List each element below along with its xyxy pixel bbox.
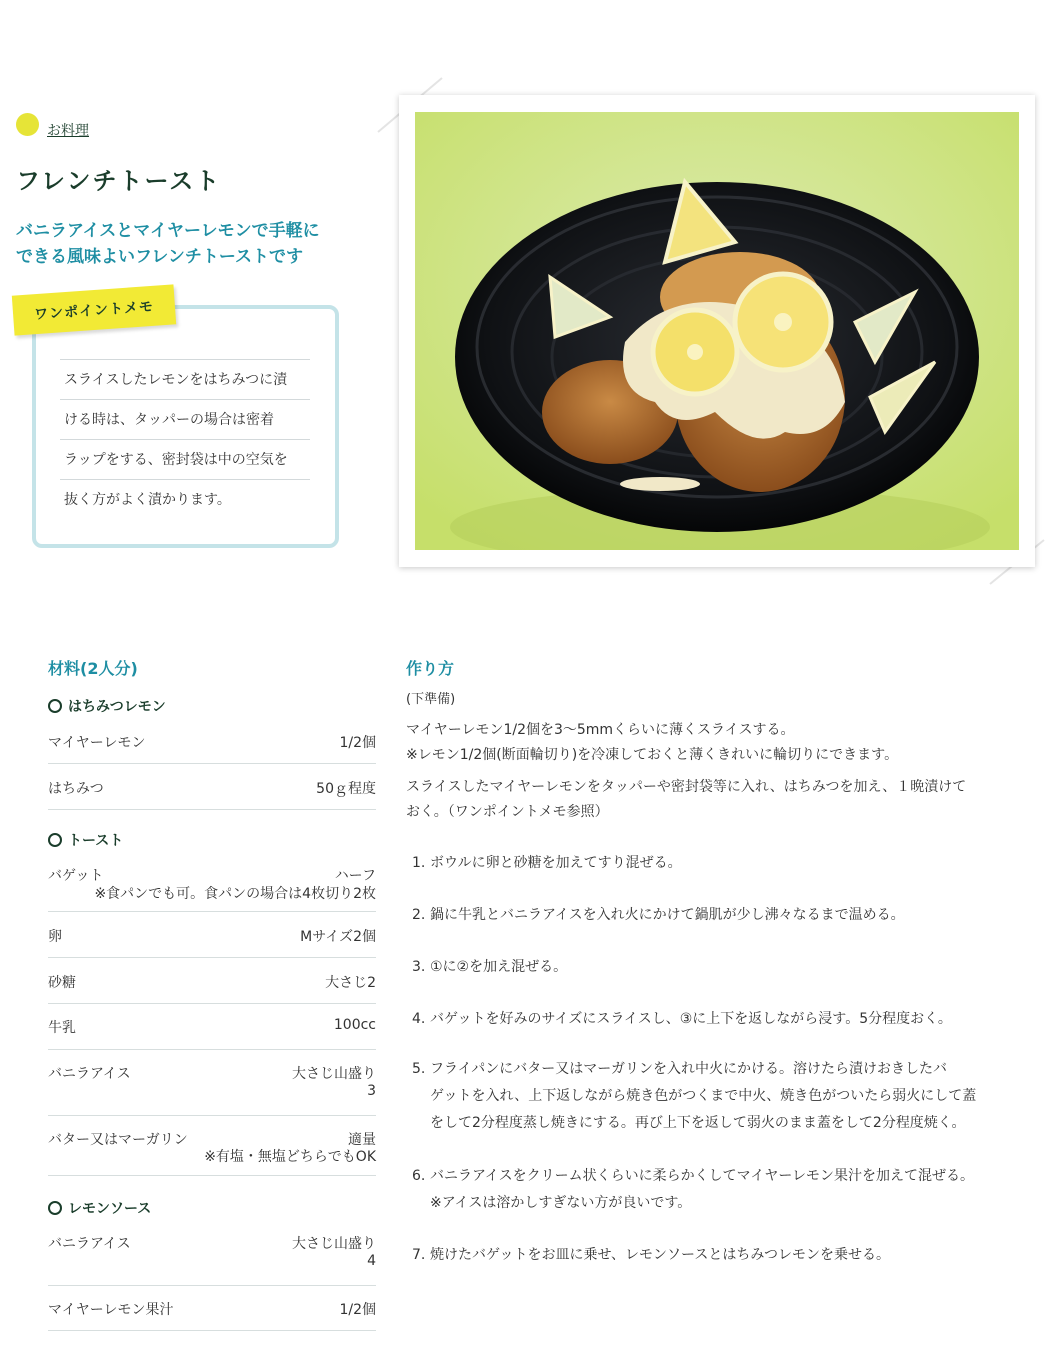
method-step	[412, 1163, 1022, 1217]
ingredients-title: 材料(2人分)	[48, 659, 138, 678]
prep-label: (下準備)	[406, 692, 456, 707]
ingredient-row	[48, 1050, 376, 1116]
method-step	[412, 902, 1022, 929]
ingredient-name: バター又はマーガリン	[48, 1132, 188, 1148]
ingredient-name: マイヤーレモン果汁	[48, 1302, 174, 1318]
french-toast-image	[415, 112, 1019, 550]
step-number: 1.	[412, 855, 426, 871]
ingredient-qty-line2: 4	[367, 1253, 376, 1269]
ingredient-qty: 大さじ山盛り	[292, 1236, 376, 1252]
step-number: 4.	[412, 1011, 426, 1027]
ingredient-name: バゲット	[48, 868, 104, 884]
ingredient-qty-line2: 3	[367, 1083, 376, 1099]
memo-line: ラップをする、密封袋は中の空気を	[60, 439, 310, 479]
ingredient-name: マイヤーレモン	[48, 735, 146, 751]
step-number: 2.	[412, 907, 426, 923]
prep-text: スライスしたマイヤーレモンをタッパーや密封袋等に入れ、はちみつを加え、１晩漬けて	[406, 779, 967, 795]
ingredient-name: 卵	[48, 929, 62, 945]
ingredient-qty: 1/2個	[339, 735, 376, 751]
ingredient-row	[48, 1116, 376, 1176]
prep-text: おく。（ワンポイントメモ参照）	[406, 804, 609, 820]
ingredient-name: バニラアイス	[48, 1236, 131, 1252]
category-link[interactable]: お料理	[47, 123, 89, 139]
method-title: 作り方	[406, 659, 455, 678]
ingredient-qty: 1/2個	[339, 1302, 376, 1318]
ingredient-qty: 大さじ2	[325, 975, 376, 991]
dish-photo	[415, 112, 1019, 550]
step-text: フライパンにバター又はマーガリンを入れ中火にかける。溶けたら漬けおきしたバ	[430, 1061, 948, 1077]
method-step	[412, 1006, 1022, 1033]
ingredient-row	[48, 958, 376, 1004]
method-step	[412, 1056, 1022, 1137]
ingredient-row	[48, 1286, 376, 1331]
prep-block-1	[406, 718, 1026, 768]
method-step	[412, 954, 1022, 981]
memo-line: ける時は、タッパーの場合は密着	[60, 399, 310, 439]
memo-box	[32, 305, 339, 548]
category-dot-icon	[16, 113, 39, 136]
prep-block-2	[406, 775, 1026, 825]
ingredient-qty: 100cc	[333, 1017, 376, 1033]
ingredient-group-title	[48, 690, 166, 722]
page-title: フレンチトースト	[16, 167, 222, 195]
group-name: レモンソース	[68, 1201, 152, 1217]
circle-bullet-icon	[48, 833, 62, 847]
step-text: ボウルに卵と砂糖を加えてすり混ぜる。	[430, 855, 682, 871]
ingredient-qty: ハーフ	[334, 868, 376, 884]
ingredient-qty: 大さじ山盛り	[292, 1066, 376, 1082]
step-text: をして2分程度蒸し焼きにする。再び上下を返して弱火のまま蓋をして2分程度焼く。	[430, 1115, 966, 1131]
lead-line-2: できる風味よいフレンチトーストです	[16, 247, 304, 267]
ingredient-qty: 50ｇ程度	[316, 781, 376, 797]
circle-bullet-icon	[48, 699, 62, 713]
ingredient-row	[48, 1224, 376, 1286]
group-name: はちみつレモン	[68, 699, 166, 715]
ingredient-qty: Mサイズ2個	[300, 929, 376, 945]
circle-bullet-icon	[48, 1201, 62, 1215]
ingredient-qty: 適量	[348, 1132, 376, 1148]
ingredient-note: ※食パンでも可。食パンの場合は4枚切り2枚	[94, 886, 376, 902]
memo-tag-label: ワンポイントメモ	[33, 298, 155, 324]
group-name: トースト	[68, 833, 124, 849]
prep-note: ※レモン1/2個(断面輪切り)を冷凍しておくと薄くきれいに輪切りにできます。	[406, 747, 899, 763]
step-text: ゲットを入れ、上下返しながら焼き色がつくまで中火、焼き色がついたら弱火にして蓋	[430, 1088, 977, 1104]
prep-text: マイヤーレモン1/2個を3〜5mmくらいに薄くスライスする。	[406, 722, 795, 738]
memo-line: スライスしたレモンをはちみつに漬	[60, 359, 310, 399]
ingredient-row	[48, 912, 376, 958]
step-note: ※アイスは溶かしすぎない方が良いです。	[430, 1195, 692, 1211]
lead-line-1: バニラアイスとマイヤーレモンで手軽に	[16, 221, 320, 241]
method-step	[412, 850, 1022, 877]
step-text: 鍋に牛乳とバニラアイスを入れ火にかけて鍋肌が少し沸々なるまで温める。	[430, 907, 905, 923]
step-number: 3.	[412, 959, 426, 975]
memo-lines	[60, 359, 310, 519]
step-text: バニラアイスをクリーム状くらいに柔らかくしてマイヤーレモン果汁を加えて混ぜる。	[430, 1168, 975, 1184]
ingredient-name: 砂糖	[48, 975, 76, 991]
ingredient-row	[48, 856, 376, 912]
lead-text	[16, 218, 361, 270]
step-number: 6.	[412, 1168, 426, 1184]
ingredient-name: はちみつ	[48, 781, 104, 797]
step-number: 7.	[412, 1247, 426, 1263]
ingredient-row	[48, 722, 376, 764]
ingredient-group-title	[48, 1192, 151, 1224]
ingredient-group-title	[48, 824, 123, 856]
ingredient-row	[48, 764, 376, 810]
ingredient-name: バニラアイス	[48, 1066, 131, 1082]
method-step	[412, 1242, 1022, 1269]
step-number: 5.	[412, 1061, 426, 1077]
step-text: 焼けたバゲットをお皿に乗せ、レモンソースとはちみつレモンを乗せる。	[430, 1247, 891, 1263]
step-text: バゲットを好みのサイズにスライスし、③に上下を返しながら浸す。5分程度おく。	[430, 1011, 952, 1027]
step-text: ①に②を加え混ぜる。	[430, 959, 568, 975]
ingredient-row	[48, 1004, 376, 1050]
ingredient-name: 牛乳	[48, 1020, 76, 1036]
memo-line: 抜く方がよく漬かります。	[60, 479, 310, 519]
ingredient-note: ※有塩・無塩どちらでもOK	[204, 1149, 376, 1165]
